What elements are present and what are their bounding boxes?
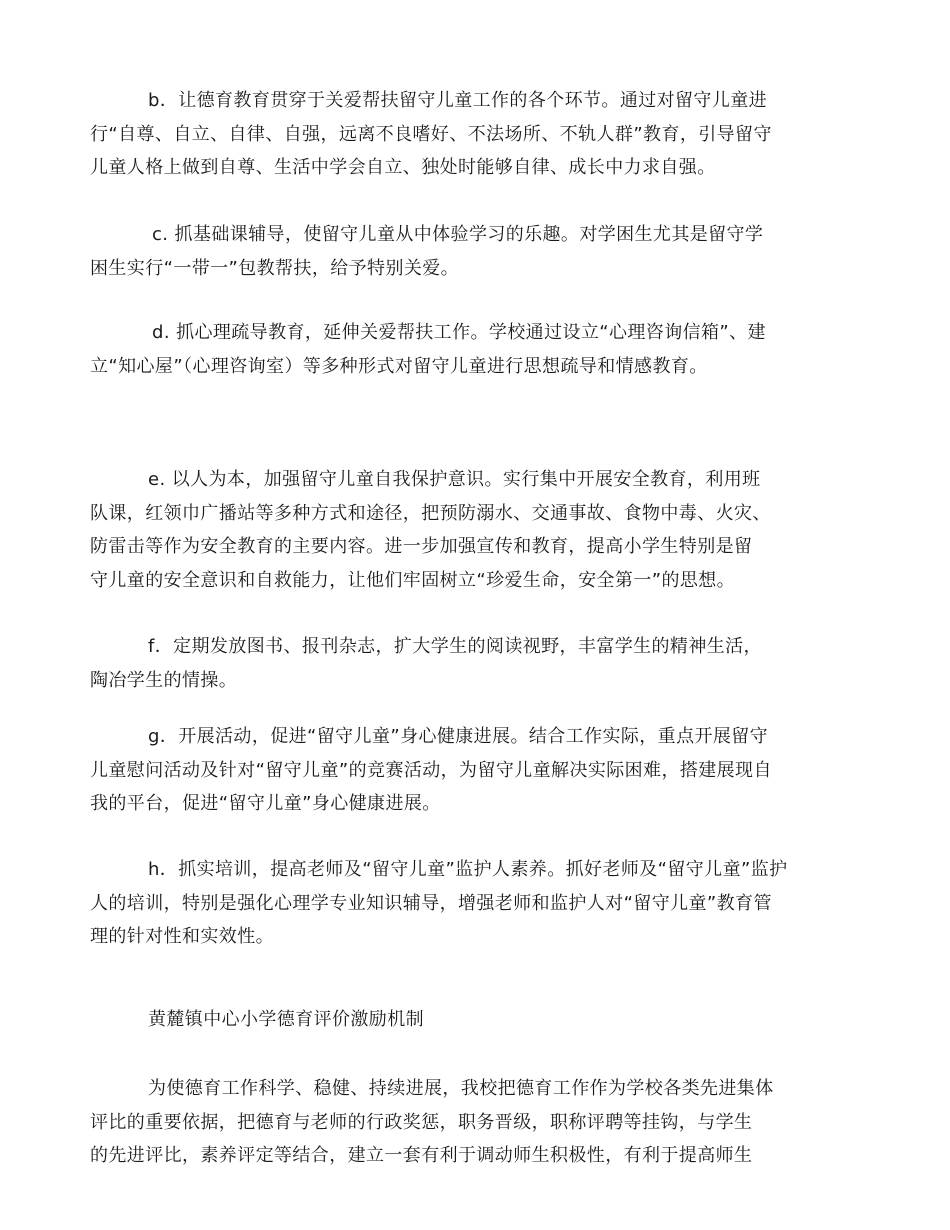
text-line: f．定期发放图书、报刊杂志，扩大学生的阅读视野，丰富学生的精神生活， (148, 636, 762, 657)
text-line: 守儿童的安全意识和自救能力，让他们牢固树立“珍爱生命，安全第一”的思想。 (90, 569, 736, 591)
text-line: d. 抓心理疏导教育，延伸关爱帮扶工作。学校通过设立“心理咨询信箱”、建 (152, 322, 766, 343)
text-line: e. 以人为本，加强留守儿童自我保护意识。实行集中开展安全教育，利用班 (148, 469, 761, 490)
text-line: b．让德育教育贯穿于关爱帮扶留守儿童工作的各个环节。通过对留守儿童进 (148, 90, 768, 111)
paragraph-f (90, 630, 860, 697)
text-line: 队课，红领巾广播站等多种方式和途径，把预防溺水、交通事故、食物中毒、火灾、 (90, 502, 771, 524)
text-line: 我的平台，促进“留守儿童”身心健康进展。 (90, 793, 441, 814)
text-line: 的先进评比，素养评定等结合，建立一套有利于调动师生积极性，有利于提高师生 (90, 1145, 753, 1166)
text-line: 儿童人格上做到自尊、生活中学会自立、独处时能够自律、成长中力求自强。 (90, 157, 716, 178)
text-line: 理的针对性和实效性。 (90, 926, 274, 947)
text-line: h．抓实培训，提高老师及“留守儿童”监护人素养。抓好老师及“留守儿童”监护 (148, 859, 788, 880)
paragraph-e (90, 463, 860, 597)
text-line: 为使德育工作科学、稳健、持续进展，我校把德育工作作为学校各类先进集体 (148, 1078, 774, 1099)
paragraph-c (90, 218, 860, 285)
section-title: 黄麓镇中心小学德育评价激励机制 (148, 1009, 424, 1030)
text-line: 人的培训，特别是强化心理学专业知识辅导，增强老师和监护人对“留守儿童”教育管 (90, 892, 772, 914)
text-line: 行“自尊、自立、自律、自强，远离不良嗜好、不法场所、不轨人群”教育，引导留守 (90, 123, 772, 145)
paragraph-h (90, 853, 860, 954)
paragraph-d (90, 316, 860, 383)
paragraph-intro (90, 1072, 860, 1173)
text-line: 儿童慰问活动及针对“留守儿童”的竞赛活动，为留守儿童解决实际困难，搭建展现自 (90, 759, 772, 781)
text-line: 立“知心屋”（心理咨询室）等多种形式对留守儿童进行思想疏导和情感教育。 (90, 355, 708, 377)
paragraph-g (90, 720, 860, 821)
text-line: 陶冶学生的情操。 (90, 669, 238, 691)
text-line: 防雷击等作为安全教育的主要内容。进一步加强宣传和教育，提高小学生特别是留 (90, 536, 753, 557)
paragraph-b (90, 84, 860, 185)
text-line: 评比的重要依据，把德育与老师的行政奖惩，职务晋级，职称评聘等挂钩，与学生 (90, 1111, 753, 1133)
text-line: c. 抓基础课辅导，使留守儿童从中体验学习的乐趣。对学困生尤其是留守学 (152, 224, 764, 245)
text-line: g．开展活动，促进“留守儿童”身心健康进展。结合工作实际，重点开展留守 (148, 726, 769, 747)
text-line: 困生实行“一带一”包教帮扶，给予特别关爱。 (90, 257, 460, 279)
